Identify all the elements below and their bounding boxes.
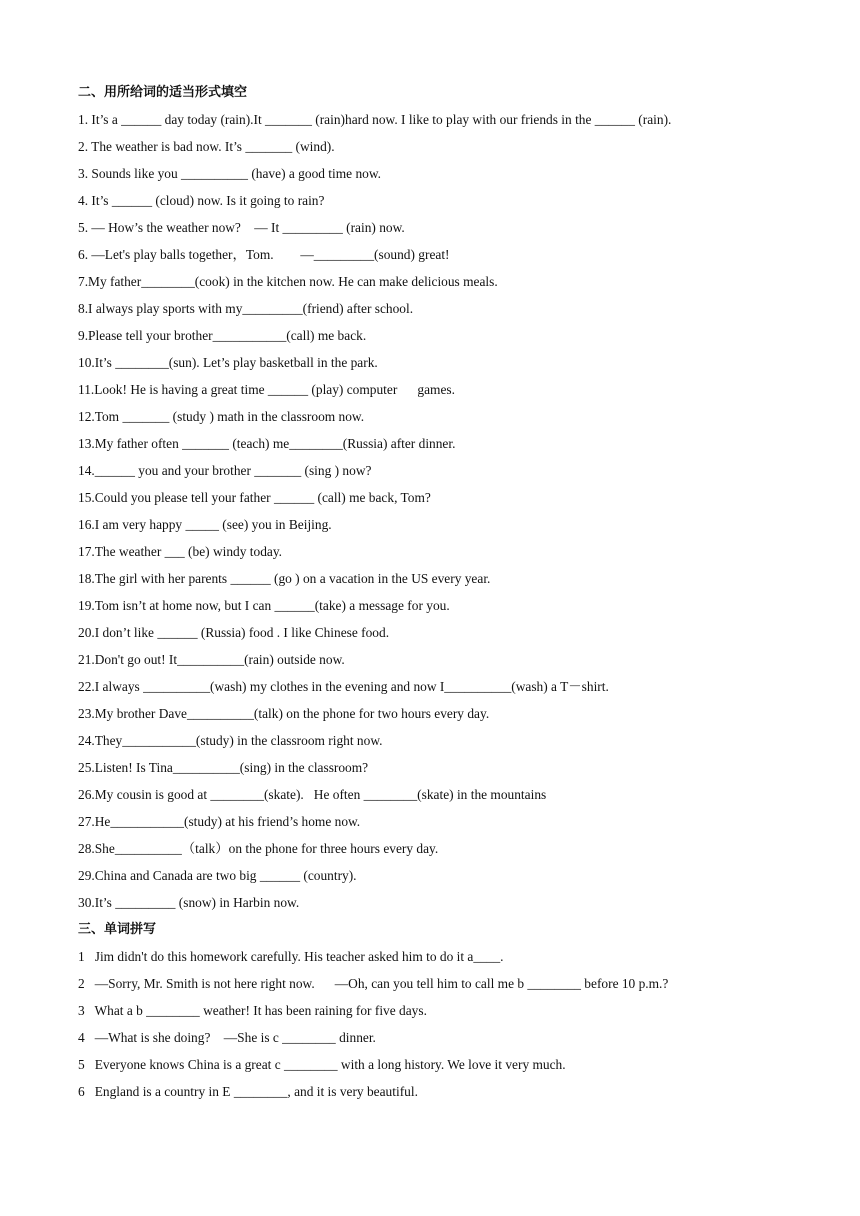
question-23: 23.My brother Dave__________(talk) on the phone for two hours every day. — [78, 706, 490, 721]
question-13: 13.My father often _______ (teach) me________(Russia) after dinner. — [78, 436, 456, 451]
question-21: 21.Don't go out! It__________(rain) outside now. — [78, 652, 345, 667]
section-3-title: 三、单词拼写 — [78, 922, 157, 937]
spelling-question-5: 5 Everyone knows China is a great c ________ with a long history. We love it very much. — [78, 1057, 566, 1072]
question-22: 22.I always __________(wash) my clothes in the evening and now I__________(wash) a T－shirt. — [78, 679, 609, 694]
question-14: 14.______ you and your brother _______ (sing ) now? — [78, 463, 372, 478]
question-28: 28.She__________（talk）on the phone for three hours every day. — [78, 841, 439, 856]
question-27: 27.He___________(study) at his friend’s home now. — [78, 814, 361, 829]
question-5: 5. — How’s the weather now? — It _________ (rain) now. — [78, 220, 405, 235]
question-2: 2. The weather is bad now. It’s _______ (wind). — [78, 139, 335, 154]
question-11: 11.Look! He is having a great time ______ (play) computer games. — [78, 382, 455, 397]
question-3: 3. Sounds like you __________ (have) a good time now. — [78, 166, 381, 181]
question-15: 15.Could you please tell your father ______ (call) me back, Tom? — [78, 490, 431, 505]
section-2-title: 二、用所给词的适当形式填空 — [78, 85, 248, 100]
question-30: 30.It’s _________ (snow) in Harbin now. — [78, 895, 300, 910]
question-6: 6. —Let's play balls together，Tom. —_________(sound) great! — [78, 247, 450, 262]
question-9: 9.Please tell your brother___________(call) me back. — [78, 328, 367, 343]
question-19: 19.Tom isn’t at home now, but I can ______(take) a message for you. — [78, 598, 450, 613]
spelling-question-3: 3 What a b ________ weather! It has been raining for five days. — [78, 1003, 427, 1018]
question-8: 8.I always play sports with my_________(friend) after school. — [78, 301, 414, 316]
spelling-question-6: 6 England is a country in E ________, and it is very beautiful. — [78, 1084, 418, 1099]
question-4: 4. It’s ______ (cloud) now. Is it going to rain? — [78, 193, 325, 208]
question-1: 1. It’s a ______ day today (rain).It _______ (rain)hard now. I like to play with our friends in the ______ (rain). — [78, 112, 672, 127]
question-16: 16.I am very happy _____ (see) you in Beijing. — [78, 517, 332, 532]
question-29: 29.China and Canada are two big ______ (country). — [78, 868, 357, 883]
question-7: 7.My father________(cook) in the kitchen now. He can make delicious meals. — [78, 274, 498, 289]
question-24: 24.They___________(study) in the classroom right now. — [78, 733, 383, 748]
spelling-question-1: 1 Jim didn't do this homework carefully. His teacher asked him to do it a____. — [78, 949, 504, 964]
question-12: 12.Tom _______ (study ) math in the classroom now. — [78, 409, 365, 424]
question-10: 10.It’s ________(sun). Let’s play basketball in the park. — [78, 355, 378, 370]
question-26: 26.My cousin is good at ________(skate). He often ________(skate) in the mountains — [78, 787, 547, 802]
question-18: 18.The girl with her parents ______ (go ) on a vacation in the US every year. — [78, 571, 491, 586]
question-25: 25.Listen! Is Tina__________(sing) in the classroom? — [78, 760, 369, 775]
question-17: 17.The weather ___ (be) windy today. — [78, 544, 283, 559]
question-20: 20.I don’t like ______ (Russia) food . I like Chinese food. — [78, 625, 390, 640]
spelling-question-2: 2 —Sorry, Mr. Smith is not here right now. —Oh, can you tell him to call me b ________ before 10 p.m.? — [78, 976, 669, 991]
spelling-question-4: 4 —What is she doing? —She is c ________ dinner. — [78, 1030, 376, 1045]
